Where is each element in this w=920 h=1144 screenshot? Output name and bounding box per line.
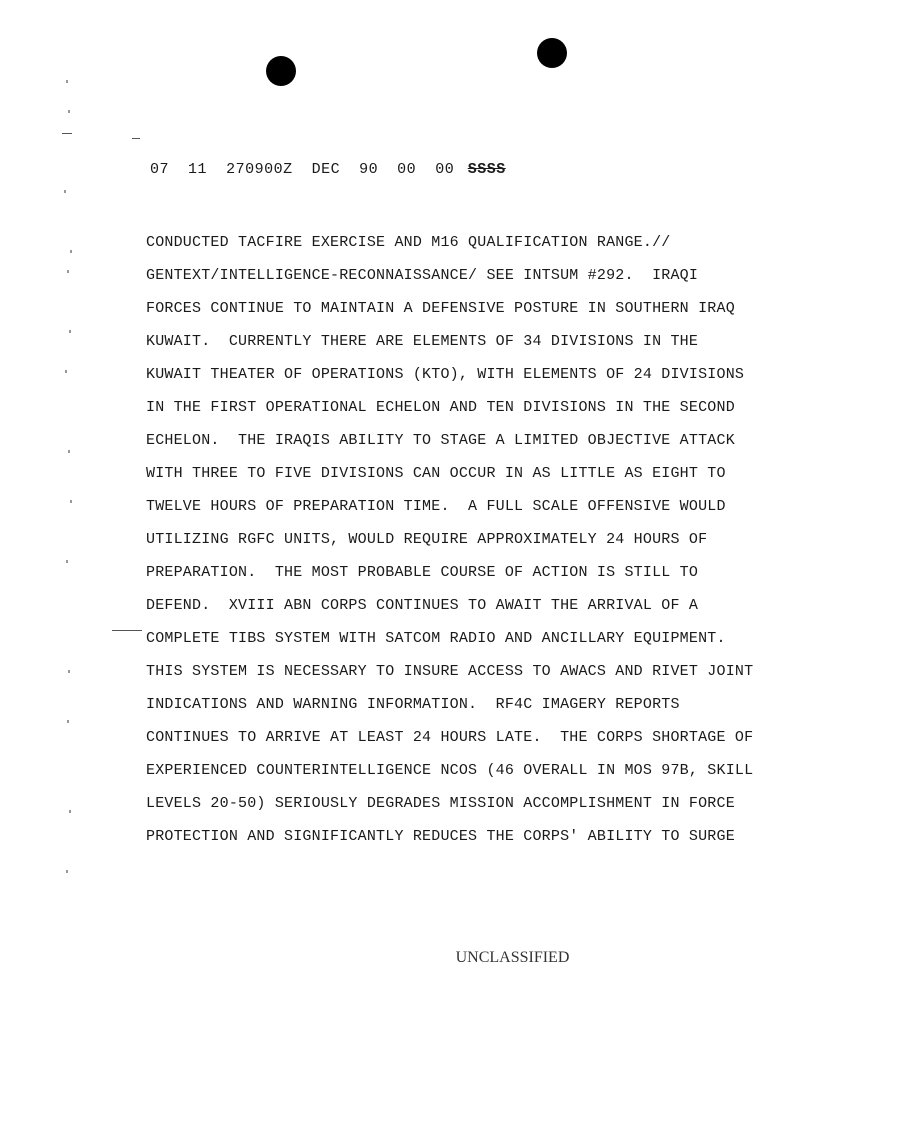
punch-hole-right <box>537 38 567 68</box>
body-line: TWELVE HOURS OF PREPARATION TIME. A FULL SCALE OFFENSIVE WOULD <box>146 498 726 515</box>
header-field: DEC <box>311 161 341 178</box>
header-field: 07 <box>150 161 170 178</box>
body-line: PROTECTION AND SIGNIFICANTLY REDUCES THE CORPS' ABILITY TO SURGE <box>146 828 735 845</box>
margin-dash <box>132 138 140 139</box>
body-line: THIS SYSTEM IS NECESSARY TO INSURE ACCESS TO AWACS AND RIVET JOINT <box>146 663 754 680</box>
margin-dash <box>112 630 142 631</box>
body-line: PREPARATION. THE MOST PROBABLE COURSE OF ACTION IS STILL TO <box>146 564 699 581</box>
body-line: KUWAIT. CURRENTLY THERE ARE ELEMENTS OF 34 DIVISIONS IN THE <box>146 333 699 350</box>
body-line: ECHELON. THE IRAQIS ABILITY TO STAGE A LIMITED OBJECTIVE ATTACK <box>146 432 735 449</box>
header-field: 11 <box>188 161 208 178</box>
margin-dash <box>62 133 72 134</box>
scan-artifacts <box>58 70 82 920</box>
body-line: WITH THREE TO FIVE DIVISIONS CAN OCCUR IN AS LITTLE AS EIGHT TO <box>146 465 726 482</box>
header-field: 00 <box>435 161 455 178</box>
message-header <box>150 161 506 178</box>
footer-classification: UNCLASSIFIED <box>455 949 570 966</box>
body-line: FORCES CONTINUE TO MAINTAIN A DEFENSIVE POSTURE IN SOUTHERN IRAQ <box>146 300 735 317</box>
header-field: 00 <box>397 161 417 178</box>
body-line: KUWAIT THEATER OF OPERATIONS (KTO), WITH ELEMENTS OF 24 DIVISIONS <box>146 366 745 383</box>
body-line: COMPLETE TIBS SYSTEM WITH SATCOM RADIO AND ANCILLARY EQUIPMENT. <box>146 630 726 647</box>
header-field: 270900Z <box>226 161 293 178</box>
body-line: UTILIZING RGFC UNITS, WOULD REQUIRE APPROXIMATELY 24 HOURS OF <box>146 531 708 548</box>
message-body <box>146 226 846 853</box>
body-line: EXPERIENCED COUNTERINTELLIGENCE NCOS (46 OVERALL IN MOS 97B, SKILL <box>146 762 754 779</box>
body-line: LEVELS 20-50) SERIOUSLY DEGRADES MISSION ACCOMPLISHMENT IN FORCE <box>146 795 735 812</box>
body-line: GENTEXT/INTELLIGENCE-RECONNAISSANCE/ SEE INTSUM #292. IRAQI <box>146 267 699 284</box>
body-line: CONTINUES TO ARRIVE AT LEAST 24 HOURS LATE. THE CORPS SHORTAGE OF <box>146 729 754 746</box>
body-line: CONDUCTED TACFIRE EXERCISE AND M16 QUALIFICATION RANGE.// <box>146 234 671 251</box>
classification-marking: SSSS <box>467 161 506 178</box>
header-field: 90 <box>359 161 379 178</box>
body-line: INDICATIONS AND WARNING INFORMATION. RF4C IMAGERY REPORTS <box>146 696 680 713</box>
punch-hole-left <box>266 56 296 86</box>
body-line: DEFEND. XVIII ABN CORPS CONTINUES TO AWAIT THE ARRIVAL OF A <box>146 597 699 614</box>
body-line: IN THE FIRST OPERATIONAL ECHELON AND TEN DIVISIONS IN THE SECOND <box>146 399 735 416</box>
